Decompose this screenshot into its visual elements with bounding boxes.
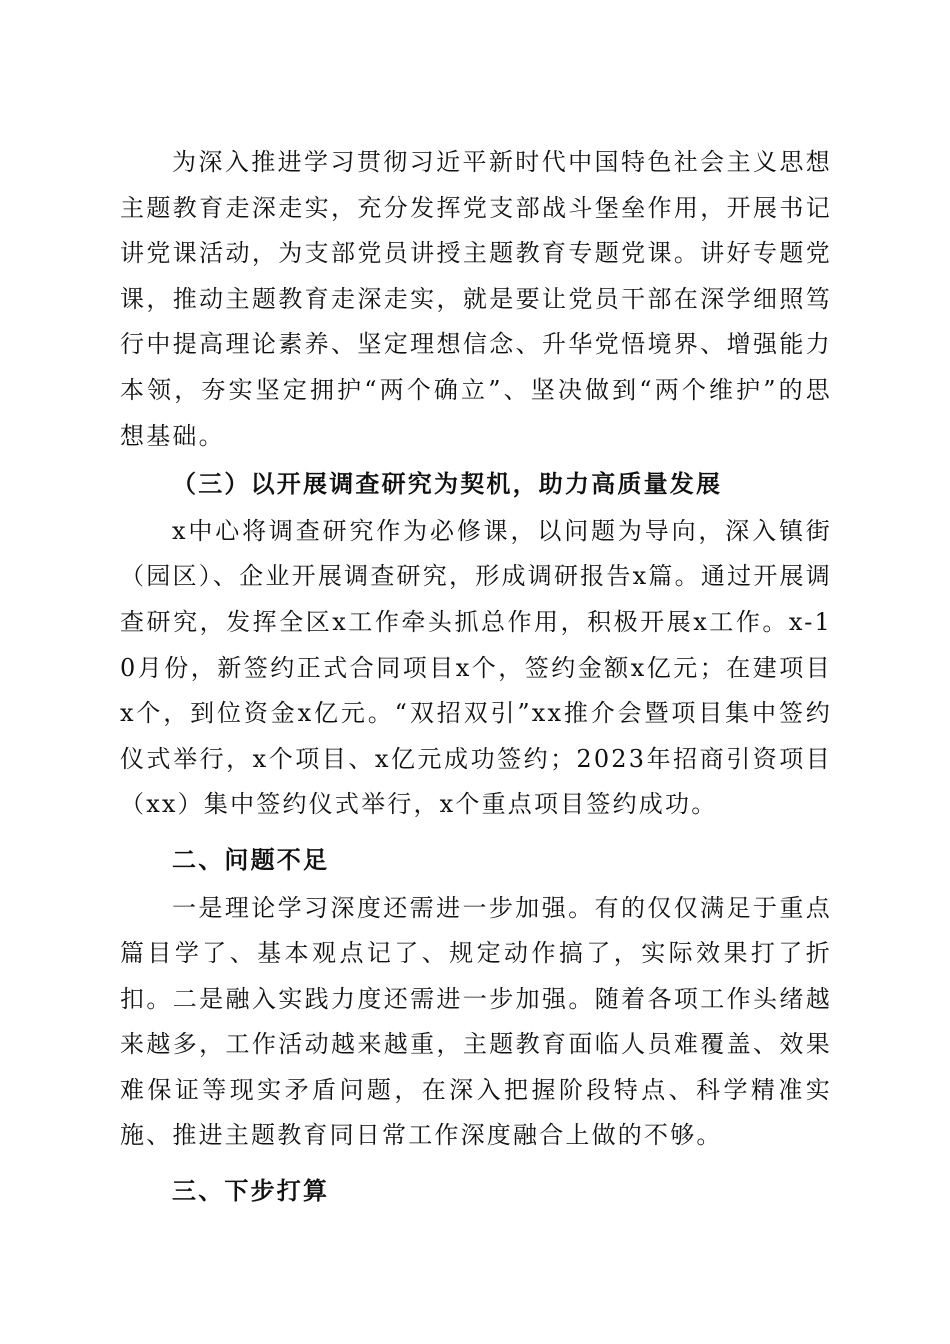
section-heading-problems: 二、问题不足 bbox=[172, 845, 330, 874]
paragraph-research: x中心将调查研究作为必修课，以问题为导向，深入镇街（园区）、企业开展调查研究，形成调研报告x篇。通过开展调查研究，发挥全区x工作牵头抓总作用，积极开展x工作。x-10月份，新签约正式合同项目x个，签约金额x亿元；在建项目x个，到位资金x亿元。“双招双引”xx推介会暨项目集中签约仪式举行，x个项目、x亿元成功签约；2023年招商引资项目（xx）集中签约仪式举行，x个重点项目签约成功。 bbox=[120, 516, 832, 819]
paragraph-problems: 一是理论学习深度还需进一步加强。有的仅仅满足于重点篇目学了、基本观点记了、规定动作搞了，实际效果打了折扣。二是融入实践力度还需进一步加强。随着各项工作头绪越来越多，工作活动越来越重，主题教育面临人员难覆盖、效果难保证等现实矛盾问题，在深入把握阶段特点、科学精准实施、推进主题教育同日常工作深度融合上做的不够。 bbox=[120, 893, 832, 1150]
section-heading-next-steps: 三、下步打算 bbox=[172, 1177, 330, 1206]
subheading-research: （三）以开展调查研究为契机，助力高质量发展 bbox=[172, 469, 723, 499]
paragraph-intro: 为深入推进学习贯彻习近平新时代中国特色社会主义思想主题教育走深走实，充分发挥党支部战斗堡垒作用，开展书记讲党课活动，为支部党员讲授主题教育专题党课。讲好专题党课，推动主题教育走深走实，就是要让党员干部在深学细照笃行中提高理论素养、坚定理想信念、升华党悟境界、增强能力本领，夯实坚定拥护“两个确立”、坚决做到“两个维护”的思想基础。 bbox=[120, 148, 832, 450]
document-body bbox=[120, 140, 832, 1215]
